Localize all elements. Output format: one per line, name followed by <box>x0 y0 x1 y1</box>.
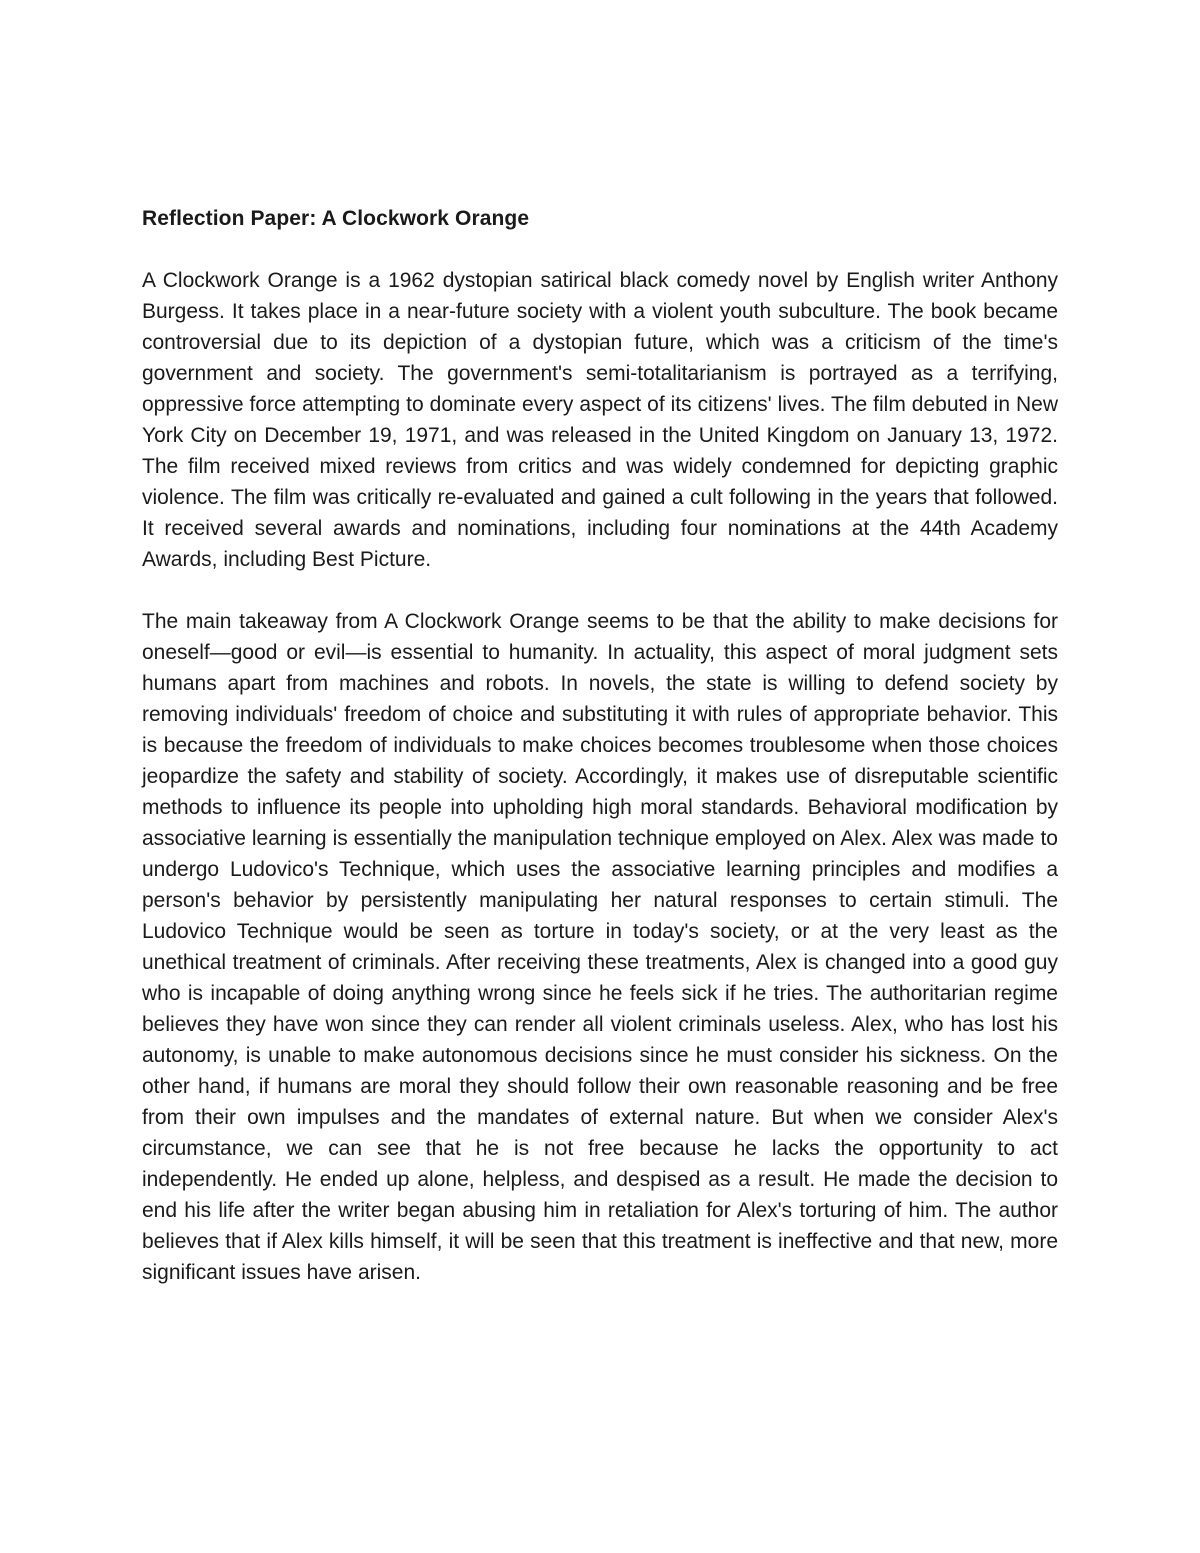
document-title: Reflection Paper: A Clockwork Orange <box>142 207 530 230</box>
paragraph-intro: A Clockwork Orange is a 1962 dystopian satirical black comedy novel by English writer Anthony Burgess. It takes place in a near-future society with a violent youth subculture. The book became controversial due to its depiction of a dystopian future, which was a criticism of the time's government and society. The government's semi-totalitarianism is portrayed as a terrifying, oppressive force attempting to dominate every aspect of its citizens' lives. The film debuted in New York City on December 19, 1971, and was released in the United Kingdom on January 13, 1972. The film received mixed reviews from critics and was widely condemned for depicting graphic violence. The film was critically re-evaluated and gained a cult following in the years that followed. It received several awards and nominations, including four nominations at the 44th Academy Awards, including Best Picture. <box>142 269 1058 571</box>
paragraph-takeaway: The main takeaway from A Clockwork Orange seems to be that the ability to make decisions for oneself—good or evil—is essential to humanity. In actuality, this aspect of moral judgment sets humans apart from machines and robots. In novels, the state is willing to defend society by removing individuals' freedom of choice and substituting it with rules of appropriate behavior. This is because the freedom of individuals to make choices becomes troublesome when those choices jeopardize the safety and stability of society. Accordingly, it makes use of disreputable scientific methods to influence its people into upholding high moral standards. Behavioral modification by associative learning is essentially the manipulation technique employed on Alex. Alex was made to undergo Ludovico's Technique, which uses the associative learning principles and modifies a person's behavior by persistently manipulating her natural responses to certain stimuli. The Ludovico Technique would be seen as torture in today's society, or at the very least as the unethical treatment of criminals. After receiving these treatments, Alex is changed into a good guy who is incapable of doing anything wrong since he feels sick if he tries. The authoritarian regime believes they have won since they can render all violent criminals useless. Alex, who has lost his autonomy, is unable to make autonomous decisions since he must consider his sickness. On the other hand, if humans are moral they should follow their own reasonable reasoning and be free from their own impulses and the mandates of external nature. But when we consider Alex's circumstance, we can see that he is not free because he lacks the opportunity to act independently. He ended up alone, helpless, and despised as a result. He made the decision to end his life after the writer began abusing him in retaliation for Alex's torturing of him. The author believes that if Alex kills himself, it will be seen that this treatment is ineffective and that new, more significant issues have arisen. <box>142 610 1058 1284</box>
document-body <box>142 203 1058 1288</box>
